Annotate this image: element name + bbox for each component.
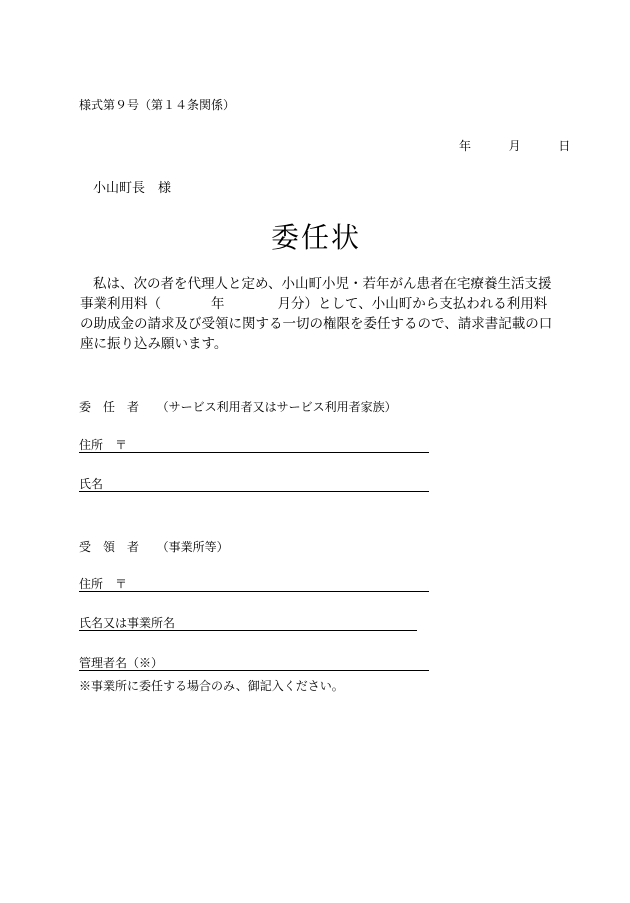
principal-name-label: 氏名 — [79, 477, 104, 491]
body-line-2 — [80, 294, 560, 314]
agent-manager-label: 管理者名（※） — [79, 656, 164, 670]
date-day-label: 日 — [558, 139, 571, 153]
addressee: 小山町長 様 — [93, 181, 172, 196]
agent-heading: 受 領 者 — [79, 540, 140, 554]
form-number: 様式第９号（第１４条関係） — [79, 98, 236, 112]
agent-note: （事業所等） — [156, 540, 229, 554]
principal-address-field[interactable] — [79, 436, 429, 453]
date-month-label: 月 — [508, 139, 521, 153]
agent-heading-row — [79, 538, 229, 555]
agent-name-label: 氏名又は事業所名 — [79, 616, 176, 630]
body-line-2-end: 月分）として、小山町から支払われる利用料 — [277, 296, 548, 312]
principal-heading: 委 任 者 — [79, 400, 140, 414]
body-line-1: 私は、次の者を代理人と定め、小山町小児・若年がん患者在宅療養生活支援 — [93, 276, 552, 292]
date-line — [459, 137, 570, 154]
agent-name-field[interactable] — [79, 614, 417, 631]
agent-address-label: 住所 〒 — [79, 577, 128, 591]
agent-manager-field[interactable] — [79, 654, 429, 671]
principal-name-field[interactable] — [79, 475, 429, 492]
agent-address-field[interactable] — [79, 575, 429, 592]
principal-note: （サービス利用者又はサービス利用者家族） — [156, 400, 397, 414]
principal-heading-row — [79, 398, 397, 415]
date-year-label: 年 — [459, 139, 472, 153]
principal-address-label: 住所 〒 — [79, 438, 128, 452]
body-paragraph — [80, 274, 560, 354]
body-line-2-year: 年 — [211, 296, 225, 312]
footnote: ※事業所に委任する場合のみ、御記入ください。 — [79, 679, 344, 693]
document-title: 委任状 — [271, 221, 362, 254]
body-line-4: 座に振り込み願います。 — [80, 336, 228, 352]
body-line-3: の助成金の請求及び受領に関する一切の権限を委任するので、請求書記載の口 — [80, 316, 553, 332]
body-line-2-start: 事業利用料（ — [80, 296, 161, 312]
